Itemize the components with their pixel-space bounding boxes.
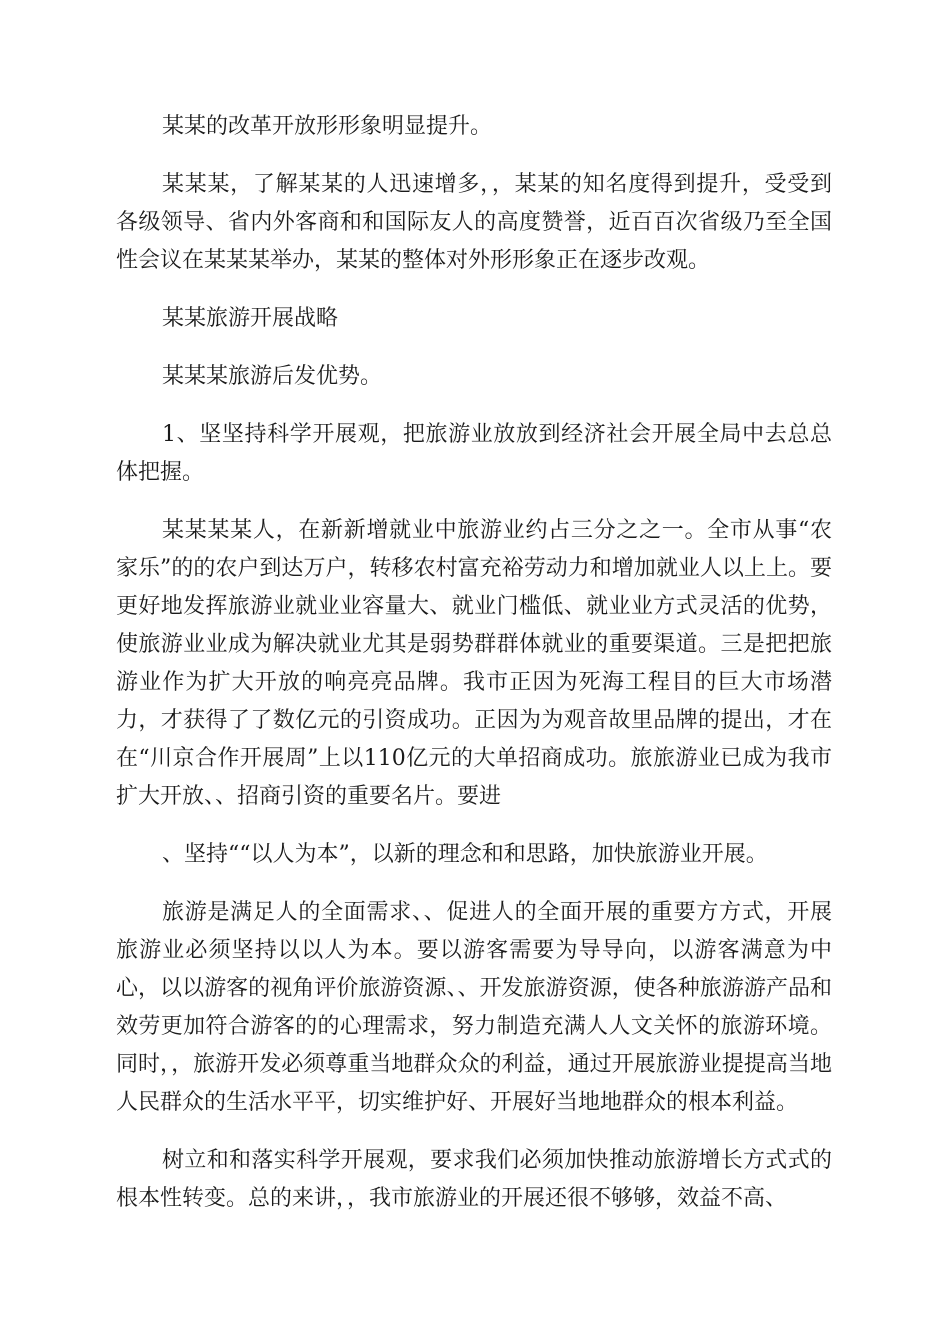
paragraph-popularity: 某某某，了解某某的人迅速增多，，某某的知名度得到提升，受受到各级领导、省内外客商和和国际友人的高度赞誉，近百百次省级乃至全国性会议在某某某举办，某某的整体对外形形象正在逐步改观。 — [116, 172, 832, 273]
paragraph-growth-transformation: 树立和和落实科学开展观，要求我们必须加快推动旅游增长方式式的根本性转变。总的来讲，，我市旅游业的开展还很不够够，效益不高、 — [116, 1148, 832, 1211]
section-heading-strategy: 某某旅游开展战略 — [162, 306, 339, 331]
paragraph-point-1: 1、坚坚持科学开展观，把旅游业放放到经济社会开展全局中去总总体把握。 — [116, 422, 832, 485]
paragraph-employment: 某某某某人，在新新增就业中旅游业约占三分之之一。全市从事“农家乐”的的农户到达万户，转移农村富充裕劳动力和增加就业人以上上。要更好地发挥旅游业就业业容量大、就业门槛低、就业业方式灵活的优势，使旅游业业成为解决就业尤其是弱势群群体就业的重要渠道。三是把把旅游业作为扩大开放的响亮亮品牌。我市正因为死海工程目的巨大市场潜力，才获得了了数亿元的引资成功。正因为为观音故里品牌的提出，才在在“川京合作开展周”上以110亿元的大单招商成功。旅旅游业已成为我市扩大开放、、招商引资的重要名片。要进 — [116, 518, 832, 809]
paragraph-people-oriented: 、坚持““以人为本”，以新的理念和和思路，加快旅游业开展。 — [162, 842, 768, 867]
document-page — [116, 108, 832, 1238]
paragraph-tourism-needs: 旅游是满足人的全面需求、、促进人的全面开展的重要方方式，开展旅游业必须坚持以以人为本。要以游客需要为导导向，以游客满意为中心，以以游客的视角评价旅游资源、、开发旅游资源，使各种旅游游产品和效劳更加符合游客的的心理需求，努力制造充满人人文关怀的旅游环境。同时，，旅游开发必须尊重当地群众众的利益，通过开展旅游业提提高当地人民群众的生活水平平，切实维护好、开展好当地地群众的根本利益。 — [116, 900, 832, 1115]
paragraph-late-advantage: 某某某旅游后发优势。 — [162, 364, 383, 389]
paragraph-image-improved: 某某的改革开放形形象明显提升。 — [162, 114, 493, 139]
